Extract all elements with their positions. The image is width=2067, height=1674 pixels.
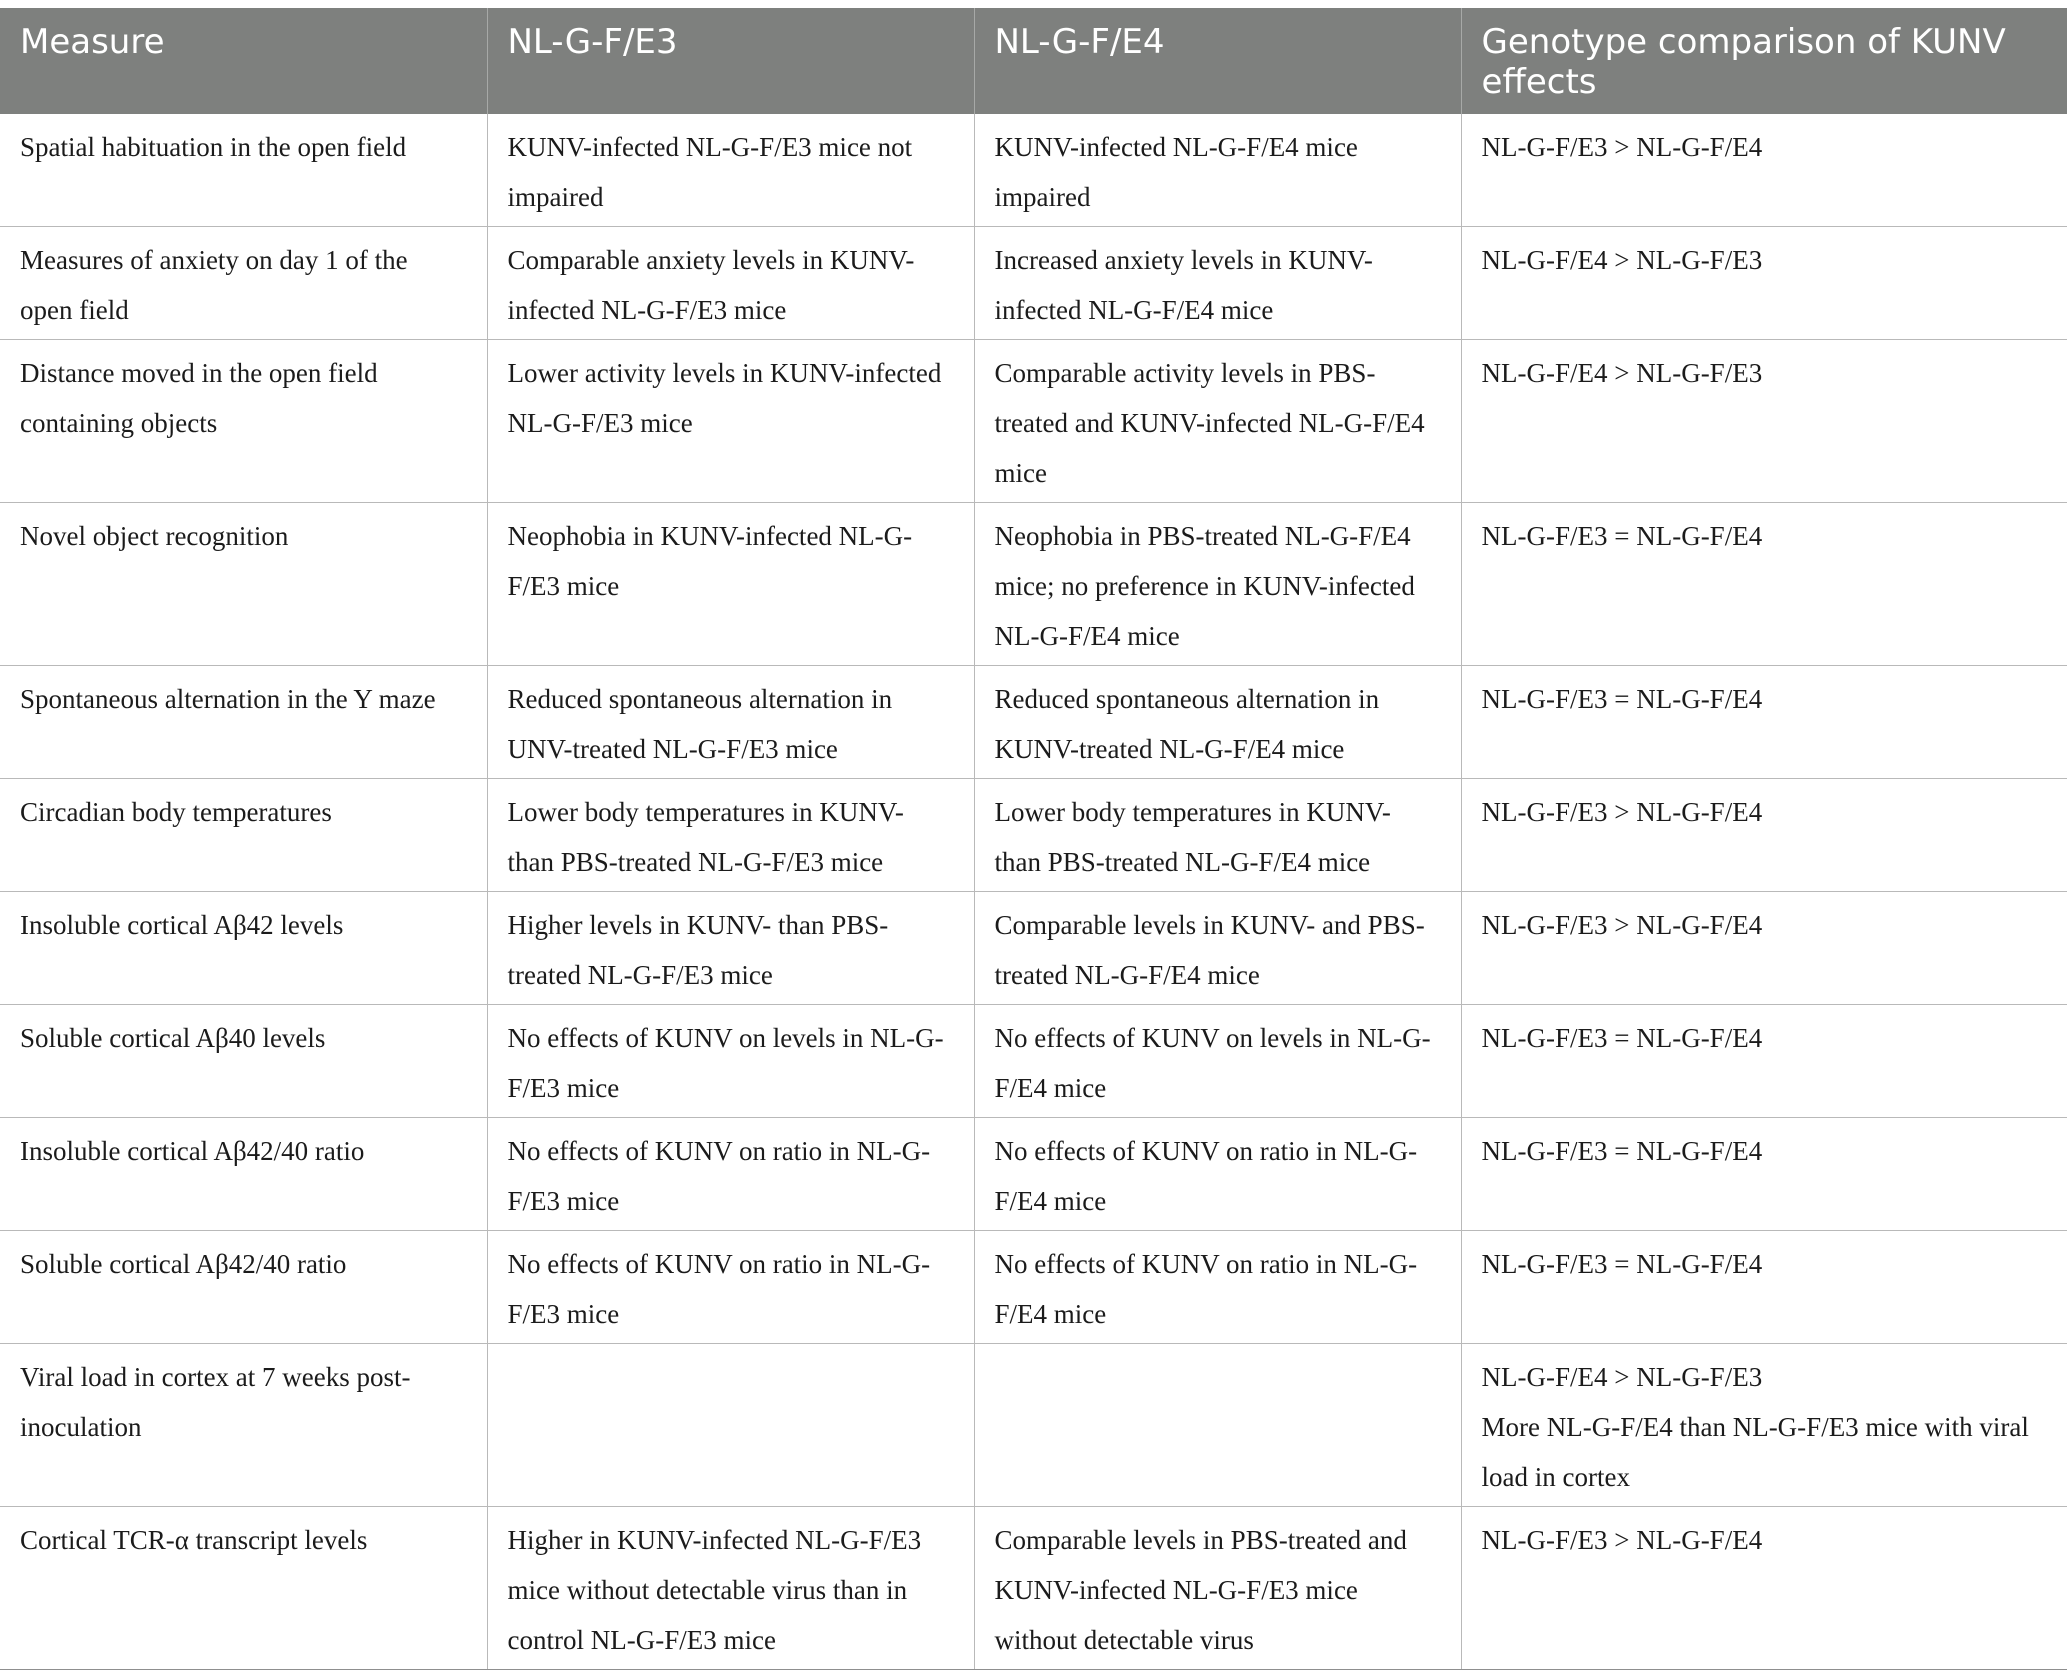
measure-cell: Distance moved in the open field containing objects (0, 340, 487, 503)
comparison-line: More NL-G-F/E4 than NL-G-F/E3 mice with viral load in cortex (1481, 1412, 2029, 1492)
table-row (0, 227, 2067, 340)
measure-cell: Insoluble cortical Aβ42 levels (0, 892, 487, 1005)
genotype-comparison-cell (1461, 1005, 2067, 1118)
measure-cell: Measures of anxiety on day 1 of the open field (0, 227, 487, 340)
nl-g-f-e3-cell: No effects of KUNV on ratio in NL-G-F/E3 mice (487, 1231, 974, 1344)
measure-cell: Insoluble cortical Aβ42/40 ratio (0, 1118, 487, 1231)
table-row (0, 1231, 2067, 1344)
nl-g-f-e4-cell: No effects of KUNV on levels in NL-G-F/E4 mice (974, 1005, 1461, 1118)
table-body (0, 114, 2067, 1670)
nl-g-f-e3-cell: Lower activity levels in KUNV-infected NL-G-F/E3 mice (487, 340, 974, 503)
table-row (0, 114, 2067, 227)
comparison-line: NL-G-F/E3 = NL-G-F/E4 (1481, 1249, 1763, 1279)
measure-cell: Spatial habituation in the open field (0, 114, 487, 227)
measure-cell: Soluble cortical Aβ40 levels (0, 1005, 487, 1118)
nl-g-f-e3-cell: Lower body temperatures in KUNV- than PBS-treated NL-G-F/E3 mice (487, 779, 974, 892)
header-nl-g-f-e3: NL-G-F/E3 (487, 8, 974, 114)
table-row (0, 892, 2067, 1005)
genotype-comparison-cell (1461, 1344, 2067, 1507)
nl-g-f-e4-cell: No effects of KUNV on ratio in NL-G-F/E4 mice (974, 1118, 1461, 1231)
genotype-comparison-cell (1461, 892, 2067, 1005)
genotype-comparison-cell (1461, 227, 2067, 340)
table-row (0, 1344, 2067, 1507)
header-measure: Measure (0, 8, 487, 114)
genotype-comparison-cell (1461, 340, 2067, 503)
nl-g-f-e3-cell: No effects of KUNV on ratio in NL-G-F/E3 mice (487, 1118, 974, 1231)
nl-g-f-e3-cell: Comparable anxiety levels in KUNV-infected NL-G-F/E3 mice (487, 227, 974, 340)
genotype-comparison-cell (1461, 114, 2067, 227)
nl-g-f-e3-cell (487, 1344, 974, 1507)
nl-g-f-e4-cell (974, 1344, 1461, 1507)
table-header (0, 8, 2067, 114)
header-nl-g-f-e4: NL-G-F/E4 (974, 8, 1461, 114)
nl-g-f-e4-cell: Neophobia in PBS-treated NL-G-F/E4 mice; no preference in KUNV-infected NL-G-F/E4 mice (974, 503, 1461, 666)
comparison-line: NL-G-F/E3 > NL-G-F/E4 (1481, 132, 1763, 162)
comparison-line: NL-G-F/E3 = NL-G-F/E4 (1481, 1136, 1763, 1166)
nl-g-f-e3-cell: Higher in KUNV-infected NL-G-F/E3 mice without detectable virus than in control NL-G-F/E3 mice (487, 1507, 974, 1670)
table-row (0, 1118, 2067, 1231)
nl-g-f-e4-cell: Comparable activity levels in PBS-treated and KUNV-infected NL-G-F/E4 mice (974, 340, 1461, 503)
header-genotype-comparison: Genotype comparison of KUNV effects (1461, 8, 2067, 114)
nl-g-f-e3-cell: No effects of KUNV on levels in NL-G-F/E3 mice (487, 1005, 974, 1118)
nl-g-f-e3-cell: Reduced spontaneous alternation in UNV-treated NL-G-F/E3 mice (487, 666, 974, 779)
results-table (0, 8, 2067, 1670)
measure-cell: Soluble cortical Aβ42/40 ratio (0, 1231, 487, 1344)
comparison-line: NL-G-F/E4 > NL-G-F/E3 (1481, 1362, 1763, 1392)
genotype-comparison-cell (1461, 503, 2067, 666)
genotype-comparison-cell (1461, 1507, 2067, 1670)
nl-g-f-e4-cell: Increased anxiety levels in KUNV-infected NL-G-F/E4 mice (974, 227, 1461, 340)
header-row (0, 8, 2067, 114)
nl-g-f-e3-cell: Neophobia in KUNV-infected NL-G-F/E3 mice (487, 503, 974, 666)
genotype-comparison-cell (1461, 779, 2067, 892)
nl-g-f-e4-cell: KUNV-infected NL-G-F/E4 mice impaired (974, 114, 1461, 227)
comparison-line: NL-G-F/E3 = NL-G-F/E4 (1481, 521, 1763, 551)
measure-cell: Novel object recognition (0, 503, 487, 666)
nl-g-f-e4-cell: Comparable levels in KUNV- and PBS-treated NL-G-F/E4 mice (974, 892, 1461, 1005)
table-row (0, 666, 2067, 779)
comparison-line: NL-G-F/E3 = NL-G-F/E4 (1481, 684, 1763, 714)
measure-cell: Spontaneous alternation in the Y maze (0, 666, 487, 779)
comparison-line: NL-G-F/E3 > NL-G-F/E4 (1481, 910, 1763, 940)
table-row (0, 503, 2067, 666)
measure-cell: Cortical TCR-α transcript levels (0, 1507, 487, 1670)
table-row (0, 1507, 2067, 1670)
table-row (0, 779, 2067, 892)
nl-g-f-e4-cell: No effects of KUNV on ratio in NL-G-F/E4 mice (974, 1231, 1461, 1344)
results-table-container (0, 8, 2067, 1670)
nl-g-f-e4-cell: Lower body temperatures in KUNV- than PBS-treated NL-G-F/E4 mice (974, 779, 1461, 892)
measure-cell: Viral load in cortex at 7 weeks post-inoculation (0, 1344, 487, 1507)
nl-g-f-e4-cell: Reduced spontaneous alternation in KUNV-treated NL-G-F/E4 mice (974, 666, 1461, 779)
measure-cell: Circadian body temperatures (0, 779, 487, 892)
comparison-line: NL-G-F/E3 > NL-G-F/E4 (1481, 1525, 1763, 1555)
nl-g-f-e3-cell: KUNV-infected NL-G-F/E3 mice not impaired (487, 114, 974, 227)
genotype-comparison-cell (1461, 1118, 2067, 1231)
table-row (0, 340, 2067, 503)
nl-g-f-e3-cell: Higher levels in KUNV- than PBS-treated NL-G-F/E3 mice (487, 892, 974, 1005)
genotype-comparison-cell (1461, 1231, 2067, 1344)
comparison-line: NL-G-F/E3 > NL-G-F/E4 (1481, 797, 1763, 827)
table-row (0, 1005, 2067, 1118)
comparison-line: NL-G-F/E3 = NL-G-F/E4 (1481, 1023, 1763, 1053)
genotype-comparison-cell (1461, 666, 2067, 779)
comparison-line: NL-G-F/E4 > NL-G-F/E3 (1481, 245, 1763, 275)
nl-g-f-e4-cell: Comparable levels in PBS-treated and KUNV-infected NL-G-F/E3 mice without detectable virus (974, 1507, 1461, 1670)
comparison-line: NL-G-F/E4 > NL-G-F/E3 (1481, 358, 1763, 388)
